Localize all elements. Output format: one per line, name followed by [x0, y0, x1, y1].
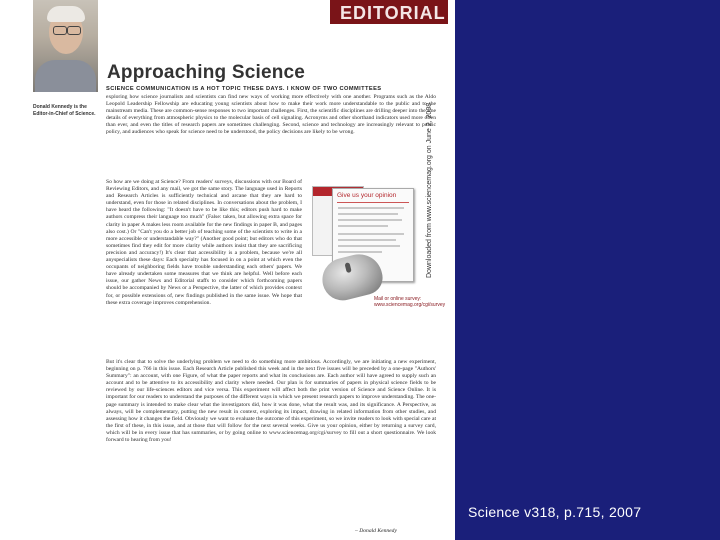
article-intro-caps: SCIENCE COMMUNICATION IS A HOT TOPIC THESE DAYS. I KNOW OF TWO COMMITTEES: [106, 86, 382, 92]
article-title: Approaching Science: [107, 62, 306, 83]
author-photo: [33, 0, 98, 92]
article-paragraph-3: But it's clear that to solve the underlying problem we need to do something more ambitious. Accordingly, we are initiating a new experiment, beginning on p. 766 in this issue. Each Research Article published this week and in the next five issues will be preceded by a one-page "Authors' Summary": an account, with one Figure, of what the paper reports and what its conclusions are. Each author will have agreed to supply such an account and to be attentive to its accessibility and clarity where needed. Our plan is for summaries of papers in physical science fields to be reviewed by our life-sciences editors and vice versa. This experiment will affect both the print version of Science and Science Online. It is important for our readers to understand the purposes of the different ways in which we present research papers to improve understanding. The one-page summary is intended to make clear what the investigators did, how it was done, what the result was, and its significance. A Perspective, as always, will be complementary, putting the new result in context, exploring its impact, drawing in related information from other studies, and assessing how it changes the field. Obviously we want to evaluate the outcome of this experiment, so we invite readers to look with special care at the first of these, in this issue, and at those that will follow for the next several weeks. Give us your opinion, either by returning a survey card, which will be in every issue that has summaries, or by going online to www.sciencemag.org/cgi/survey to fill out a short questionnaire. We look forward to hearing from you!: [106, 359, 436, 444]
author-caption: Donald Kennedy is the Editor-in-Chief of Science.: [33, 104, 96, 117]
slide-caption: Science v318, p.715, 2007: [468, 504, 642, 520]
slide-background-panel: [455, 0, 720, 540]
survey-caption: Mail or online survey: www.sciencemag.org/cgi/survey: [374, 296, 446, 308]
article-page: [30, 0, 448, 540]
article-paragraph-1: exploring how science journalists and scientists can find new ways of working more effectively with one another. Programs such as the Aldo Leopold Leadership Fellowship are educating young scientists about how to make their work more understandable to the public and to the mainstream media. These are common-sense responses to two important challenges. First, the scientific disciplines are drilling deeper into the fine details of everything from atmospheric physics to the molecular basis of cell signaling. Acronyms and other shorthand indicators used more often than ever, and even the titles of research papers are sometimes challenging. Second, science and technology are increasingly relevant to public policy, and audiences who speak for science need to be understood, the policy decisions are likely to be wrong.: [106, 94, 436, 136]
article-paragraph-2: So how are we doing at Science? From readers' surveys, discussions with our Board of Reviewing Editors, and any mail, we got the same story. The language used in Reports and Research Articles is sufficiently technical and arcane that they are hard to understand, even for those in related disciplines. In conversations about the problem, I have heard the following: "It doesn't have to be like this; editors push hard to make authors compress their language too much" (False: taken, but allowing extra space for clarity in paper A makes less room available for the new findings in paper B, and pages also cost.) Or "Can't you do a better job of teaching some of the scientists to write in a more accessible or understandable way?" (Another good point; but editors who do that sometimes find they edit for more clarity while authors insist that they are sacrificing precision and accuracy!) It's clear that accessibility is a problem, because we're all anyspecialists these days: Each specialty has focused in on a point at which even the occupants of neighboring fields have trouble understanding each others' papers. We have already undertaken some measures that we think are helpful. Well before each issue, our gather News and Editorial staffs to consider which forthcoming papers should be accompanied by News or a Perspective, the latter of which provides context for, or possible extensions of, new findings published in the same issue. We hope that these extra coverage improves comprehension.: [106, 179, 302, 306]
article-signature: – Donald Kennedy: [355, 528, 397, 534]
download-note: Downloaded from www.sciencemag.org on June 2, 2008: [426, 102, 433, 278]
section-label: EDITORIAL: [340, 3, 446, 23]
survey-card-title: Give us your opinion: [337, 192, 409, 203]
